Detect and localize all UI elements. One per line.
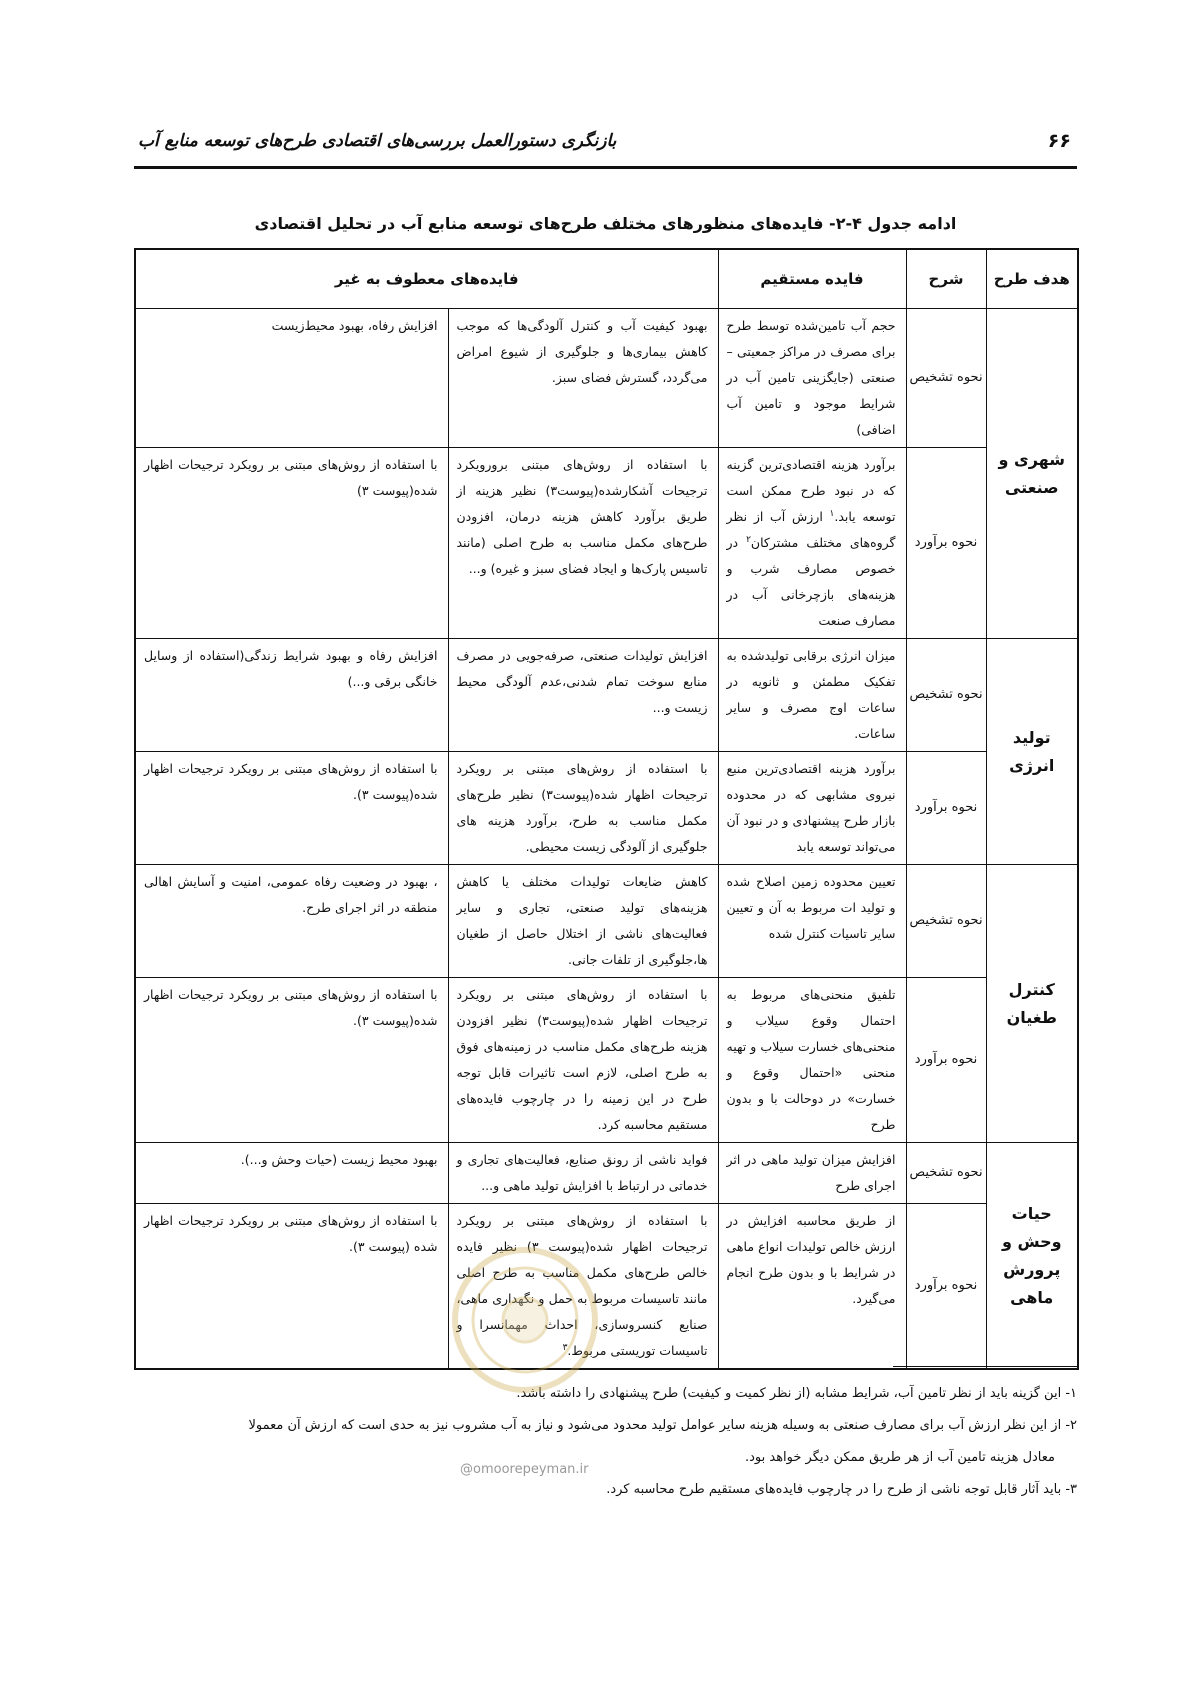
- indirect-benefit-cell: [448, 1204, 718, 1370]
- direct-benefit-cell: [718, 448, 906, 639]
- table-row: [135, 978, 1078, 1143]
- indirect-benefit-cell: با استفاده از روش‌های مبتنی بر رویکرد ترجیحات اظهار شده(پیوست۳) نظیر طرح‌های مکمل مناسب به طرح، برآورد هزینه های جلوگیری از آلودگی زیست محیطی.: [448, 752, 718, 865]
- goal-cell: تولید انرژی: [986, 639, 1078, 865]
- direct-benefit-text: برآورد هزینه اقتصادی‌ترین گزینه که در نبود طرح ممکن است توسعه یابد.: [726, 457, 896, 524]
- direct-benefit-cell: تعیین محدوده زمین اصلاح شده و تولید ات مربوط به آن و تعیین سایر تاسیات کنترل شده: [718, 865, 906, 978]
- direct-benefit-text: در خصوص مصارف شرب و هزینه‌های بازچرخانی آب در مصارف صنعت: [726, 535, 896, 628]
- running-title: بازنگری دستورالعمل بررسی‌های اقتصادی طرح‌های توسعه منابع آب: [138, 131, 617, 151]
- footnotes: [134, 1378, 1077, 1506]
- footnote-ref: ۳: [562, 1342, 568, 1353]
- description-cell: نحوه تشخیص: [906, 639, 986, 752]
- table-row: [135, 1143, 1078, 1204]
- footnote: ۲- از این نظر ارزش آب برای مصارف صنعتی به وسیله هزینه سایر عوامل تولید محدود می‌شود و نیاز به آب مشروب نیز به حدی است که ارزش آن معمولا: [248, 1418, 1077, 1433]
- direct-benefit-cell: میزان انرژی برقابی تولیدشده به تفکیک مطمئن و ثانویه در ساعات اوج مصرف و سایر ساعات.: [718, 639, 906, 752]
- description-cell: نحوه تشخیص: [906, 309, 986, 448]
- indirect-benefit-cell: با استفاده از روش‌های مبتنی برورویکرد ترجیحات آشکارشده(پیوست۳) نظیر هزینه از طریق برآورد کاهش هزینه درمان، افزودن طرح‌های مکمل مناسب به طرح اصلی (مانند تاسیس پارک‌ها و ایجاد فضای سبز و غیره) و...: [448, 448, 718, 639]
- direct-benefit-cell: از طریق محاسبه افزایش در ارزش خالص تولیدات انواع ماهی در شرایط با و بدون طرح انجام می‌گیرد.: [718, 1204, 906, 1370]
- indirect-benefit-cell: بهبود کیفیت آب و کنترل آلودگی‌ها که موجب کاهش بیماری‌ها و جلوگیری از شیوع امراض می‌گردد، گسترش فضای سبز.: [448, 309, 718, 448]
- table-row: [135, 752, 1078, 865]
- direct-benefit-cell: افزایش میزان تولید ماهی در اثر اجرای طرح: [718, 1143, 906, 1204]
- indirect-benefit-cell: افزایش رفاه و بهبود شرایط زندگی(استفاده از وسایل خانگی برقی و...): [135, 639, 448, 752]
- indirect-benefit-cell: با استفاده از روش‌های مبتنی بر رویکرد ترجیحات اظهار شده(پیوست ۳): [135, 448, 448, 639]
- description-cell: نحوه تشخیص: [906, 865, 986, 978]
- description-cell: نحوه برآورد: [906, 978, 986, 1143]
- indirect-benefit-cell: افزایش تولیدات صنعتی، صرفه‌جویی در مصرف منابع سوخت تمام شدنی،عدم آلودگی محیط زیست و...: [448, 639, 718, 752]
- description-cell: نحوه برآورد: [906, 1204, 986, 1370]
- indirect-benefit-cell: با استفاده از روش‌های مبتنی بر رویکرد ترجیحات اظهار شده(پیوست ۳).: [135, 752, 448, 865]
- indirect-benefit-cell: کاهش ضایعات تولیدات مختلف یا کاهش هزینه‌های تولید صنعتی، تجاری و سایر فعالیت‌های ناشی از اختلال حاصل از طغیان ها،جلوگیری از تلفات جانی.: [448, 865, 718, 978]
- goal-cell: شهری و صنعتی: [986, 309, 1078, 639]
- table-row: [135, 1204, 1078, 1370]
- table-row: [135, 639, 1078, 752]
- indirect-benefit-cell: افزایش رفاه، بهبود محیط‌زیست: [135, 309, 448, 448]
- indirect-benefit-cell: با استفاده از روش‌های مبتنی بر رویکرد ترجیحات اظهار شده(پیوست۳) نظیر افزودن هزینه طرح‌های مکمل مناسب در زمینه‌های فوق به طرح اصلی، لازم است تاثیرات قابل توجه طرح در این زمینه را در چارچوب فایده‌های مستقیم محاسبه کرد.: [448, 978, 718, 1143]
- indirect-benefit-cell: با استفاده از روش‌های مبتنی بر رویکرد ترجیحات اظهار شده (پیوست ۳).: [135, 1204, 448, 1370]
- indirect-benefit-text: با استفاده از روش‌های مبتنی بر رویکرد ترجیحات اظهار شده(پیوست ۳) نظیر فایده خالص طرح‌های مکمل مناسب به طرح اصلی مانند تاسیسات مربوط به حمل و نگهداری ماهی، صنایع کنسروسازی، احداث مهمانسرا و تاسیسات توریستی مربوط.: [456, 1213, 708, 1358]
- goal-cell: حیات وحش و پرورش ماهی: [986, 1143, 1078, 1370]
- indirect-benefit-cell: با استفاده از روش‌های مبتنی بر رویکرد ترجیحات اظهار شده(پیوست ۳).: [135, 978, 448, 1143]
- footnote: ۳- باید آثار قابل توجه ناشی از طرح را در چارچوب فایده‌های مستقیم طرح محاسبه کرد.: [606, 1482, 1077, 1497]
- direct-benefit-text: ارزش آب از نظر گروه‌های مختلف مشترکان: [726, 509, 896, 550]
- table-caption: ادامه جدول ۴-۲- فایده‌های منظورهای مختلف طرح‌های توسعه منابع آب در تحلیل اقتصادی: [254, 214, 957, 233]
- description-cell: نحوه برآورد: [906, 448, 986, 639]
- page-header: [134, 126, 1077, 169]
- table-row: [135, 865, 1078, 978]
- indirect-benefit-cell: ، بهبود در وضعیت رفاه عمومی، امنیت و آسایش اهالی منطقه در اثر اجرای طرح.: [135, 865, 448, 978]
- direct-benefit-cell: حجم آب تامین‌شده توسط طرح برای مصرف در مراکز جمعیتی – صنعتی (جایگزینی تامین آب در شرایط موجود و تامین آب اضافی): [718, 309, 906, 448]
- indirect-benefit-cell: بهبود محیط زیست (حیات وحش و...).: [135, 1143, 448, 1204]
- footnote-ref: ۲: [746, 534, 751, 545]
- header-direct-benefit: فایده مستقیم: [718, 249, 906, 309]
- footnote-continuation: معادل هزینه تامین آب از هر طریق ممکن دیگر خواهد بود.: [744, 1450, 1055, 1465]
- description-cell: نحوه تشخیص: [906, 1143, 986, 1204]
- benefits-table: [134, 248, 1079, 1370]
- header-indirect-benefit: فایده‌های معطوف به غیر: [135, 249, 718, 309]
- page-number: ۶۶: [1047, 130, 1071, 152]
- indirect-benefit-cell: فواید ناشی از رونق صنایع، فعالیت‌های تجاری و خدماتی در ارتباط با افزایش تولید ماهی و...: [448, 1143, 718, 1204]
- description-cell: نحوه برآورد: [906, 752, 986, 865]
- direct-benefit-cell: برآورد هزینه اقتصادی‌ترین منبع نیروی مشابهی که در محدوده بازار طرح پیشنهادی و در نبود آن می‌تواند توسعه یابد: [718, 752, 906, 865]
- table-header-row: [135, 249, 1078, 309]
- header-goal: هدف طرح: [986, 249, 1078, 309]
- header-description: شرح: [906, 249, 986, 309]
- footnote-separator: [893, 1366, 1077, 1367]
- watermark-url: @omoorepeyman.ir: [460, 1462, 589, 1477]
- footnote-ref: ۱: [829, 508, 835, 519]
- table-row: [135, 309, 1078, 448]
- table-row: [135, 448, 1078, 639]
- direct-benefit-cell: تلفیق منحنی‌های مربوط به احتمال وقوع سیلاب و منحنی‌های خسارت سیلاب و تهیه منحنی «احتمال وقوع و خسارت» در دوحالت با و بدون طرح: [718, 978, 906, 1143]
- footnote: ۱- این گزینه باید از نظر تامین آب، شرایط مشابه (از نظر کمیت و کیفیت) طرح پیشنهادی را داشته باشد.: [516, 1386, 1077, 1401]
- goal-cell: کنترل طغیان: [986, 865, 1078, 1143]
